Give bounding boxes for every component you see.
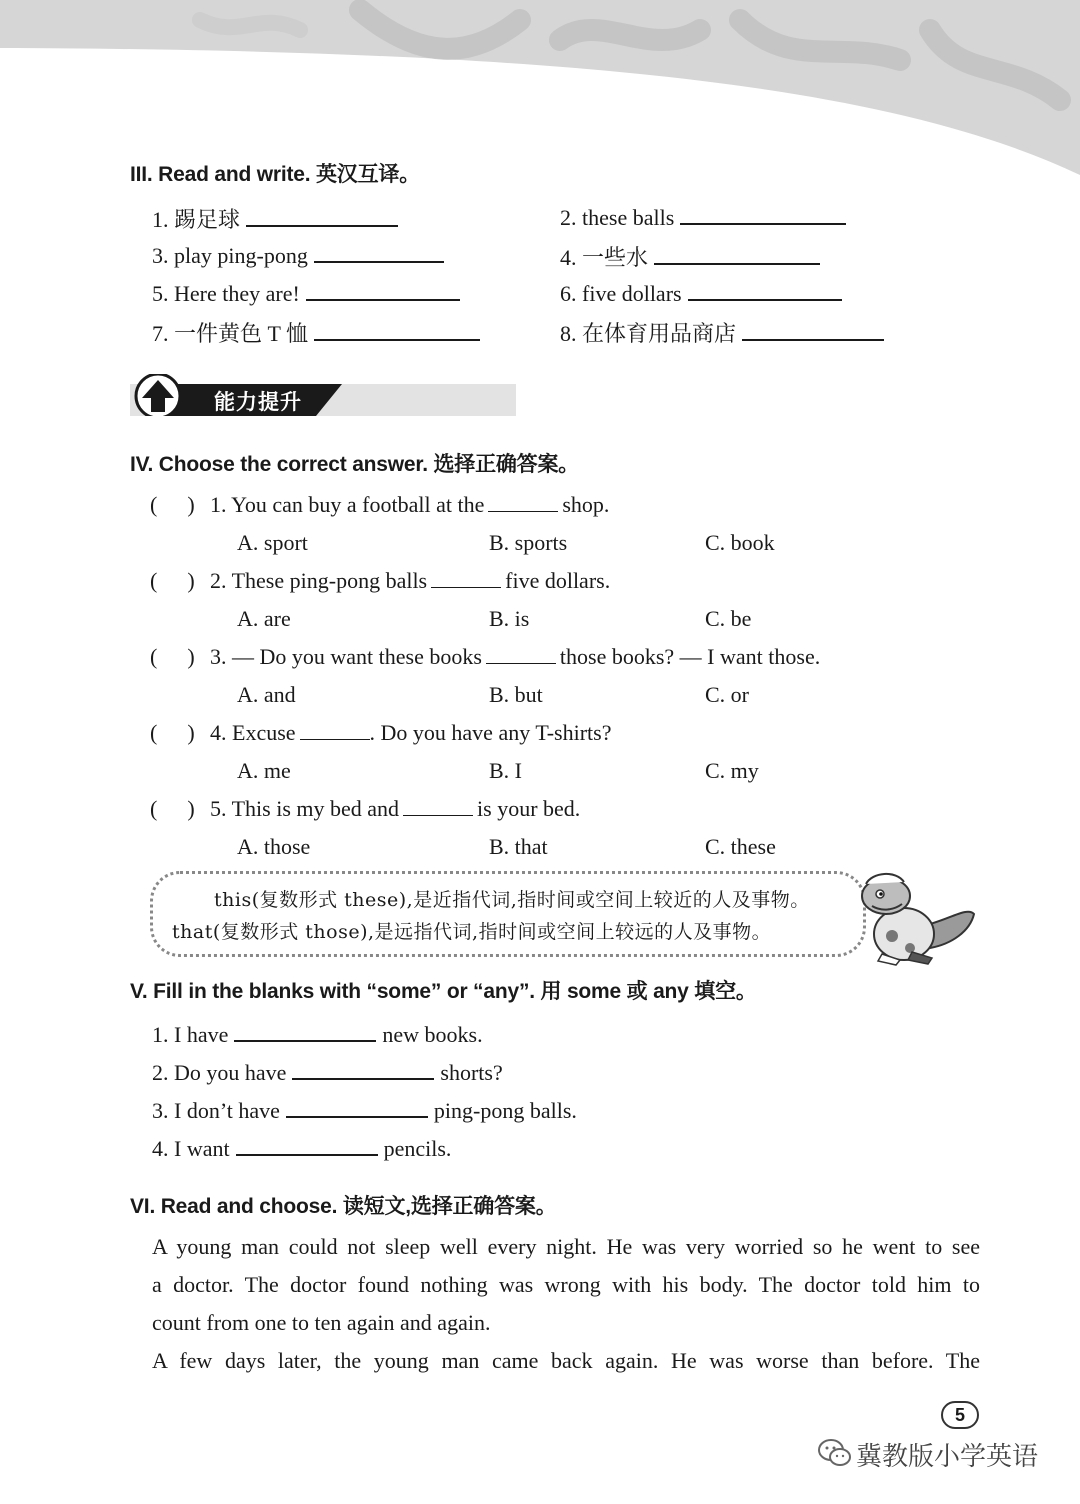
option-b: B. I [489, 758, 522, 783]
section-3-title: III. Read and write. 英汉互译。 [130, 163, 421, 186]
answer-paren-3[interactable]: ( ) [150, 644, 195, 669]
option-b: B. sports [489, 530, 568, 555]
tip-line-2: that(复数形式 those),是远指代词,指时间或空间上较远的人及事物。 [172, 921, 772, 943]
option-b: B. but [489, 682, 543, 707]
option-a: A. sport [237, 530, 308, 555]
option-a: A. and [237, 682, 296, 707]
dinosaur-mascot-illustration [852, 866, 978, 966]
passage-line-4: A few days later, the young man came back again. He was worse than before. The [152, 1348, 980, 1373]
grammar-tip-box [150, 871, 866, 957]
answer-paren-1[interactable]: ( ) [150, 492, 195, 517]
s5-item-2: 2. Do you have shorts? [152, 1060, 503, 1085]
up-arrow-icon [136, 374, 180, 416]
section-6-title: VI. Read and choose. 读短文,选择正确答案。 [130, 1195, 557, 1218]
option-a: A. those [237, 834, 311, 859]
option-c: C. or [705, 682, 749, 707]
ability-badge-label: 能力提升 [214, 390, 302, 414]
s3-item-2: 2. these balls [560, 203, 846, 231]
option-c: C. be [705, 606, 752, 631]
option-c: C. book [705, 530, 775, 555]
watermark-text: 冀教版小学英语 [856, 1442, 1039, 1472]
s5-item-3: 3. I don’t have ping-pong balls. [152, 1098, 577, 1123]
section-4-title: IV. Choose the correct answer. 选择正确答案。 [130, 453, 580, 476]
section-5-title: V. Fill in the blanks with “some” or “any”. 用 some 或 any 填空。 [130, 980, 757, 1003]
option-a: A. are [237, 606, 291, 631]
tip-line-1: this(复数形式 these),是近指代词,指时间或空间上较近的人及事物。 [214, 889, 810, 911]
s3-item-6: 6. five dollars [560, 279, 842, 307]
option-b: B. is [489, 606, 530, 631]
answer-paren-4[interactable]: ( ) [150, 720, 195, 745]
option-a: A. me [237, 758, 291, 783]
s3-item-1: 1. 踢足球 [152, 203, 398, 234]
option-c: C. my [705, 758, 759, 783]
passage-line-1: A young man could not sleep well every night. He was very worried so he went to see [152, 1234, 980, 1259]
s5-item-4: 4. I want pencils. [152, 1136, 452, 1161]
option-b: B. that [489, 834, 548, 859]
s3-item-7: 7. 一件黄色 T 恤 [152, 317, 480, 348]
option-c: C. these [705, 834, 776, 859]
s3-item-3: 3. play ping-pong [152, 241, 444, 269]
answer-paren-2[interactable]: ( ) [150, 568, 195, 593]
answer-paren-5[interactable]: ( ) [150, 796, 195, 821]
passage-line-3: count from one to ten again and again. [152, 1310, 491, 1335]
passage-line-2: a doctor. The doctor found nothing was wrong with his body. The doctor told him to [152, 1272, 980, 1297]
s5-item-1: 1. I have new books. [152, 1022, 483, 1047]
page-number: 5 [941, 1401, 979, 1429]
s3-item-4: 4. 一些水 [560, 241, 820, 272]
wechat-icon [818, 1438, 852, 1468]
s3-item-5: 5. Here they are! [152, 279, 460, 307]
ability-badge [130, 374, 516, 416]
s3-item-8: 8. 在体育用品商店 [560, 317, 884, 348]
